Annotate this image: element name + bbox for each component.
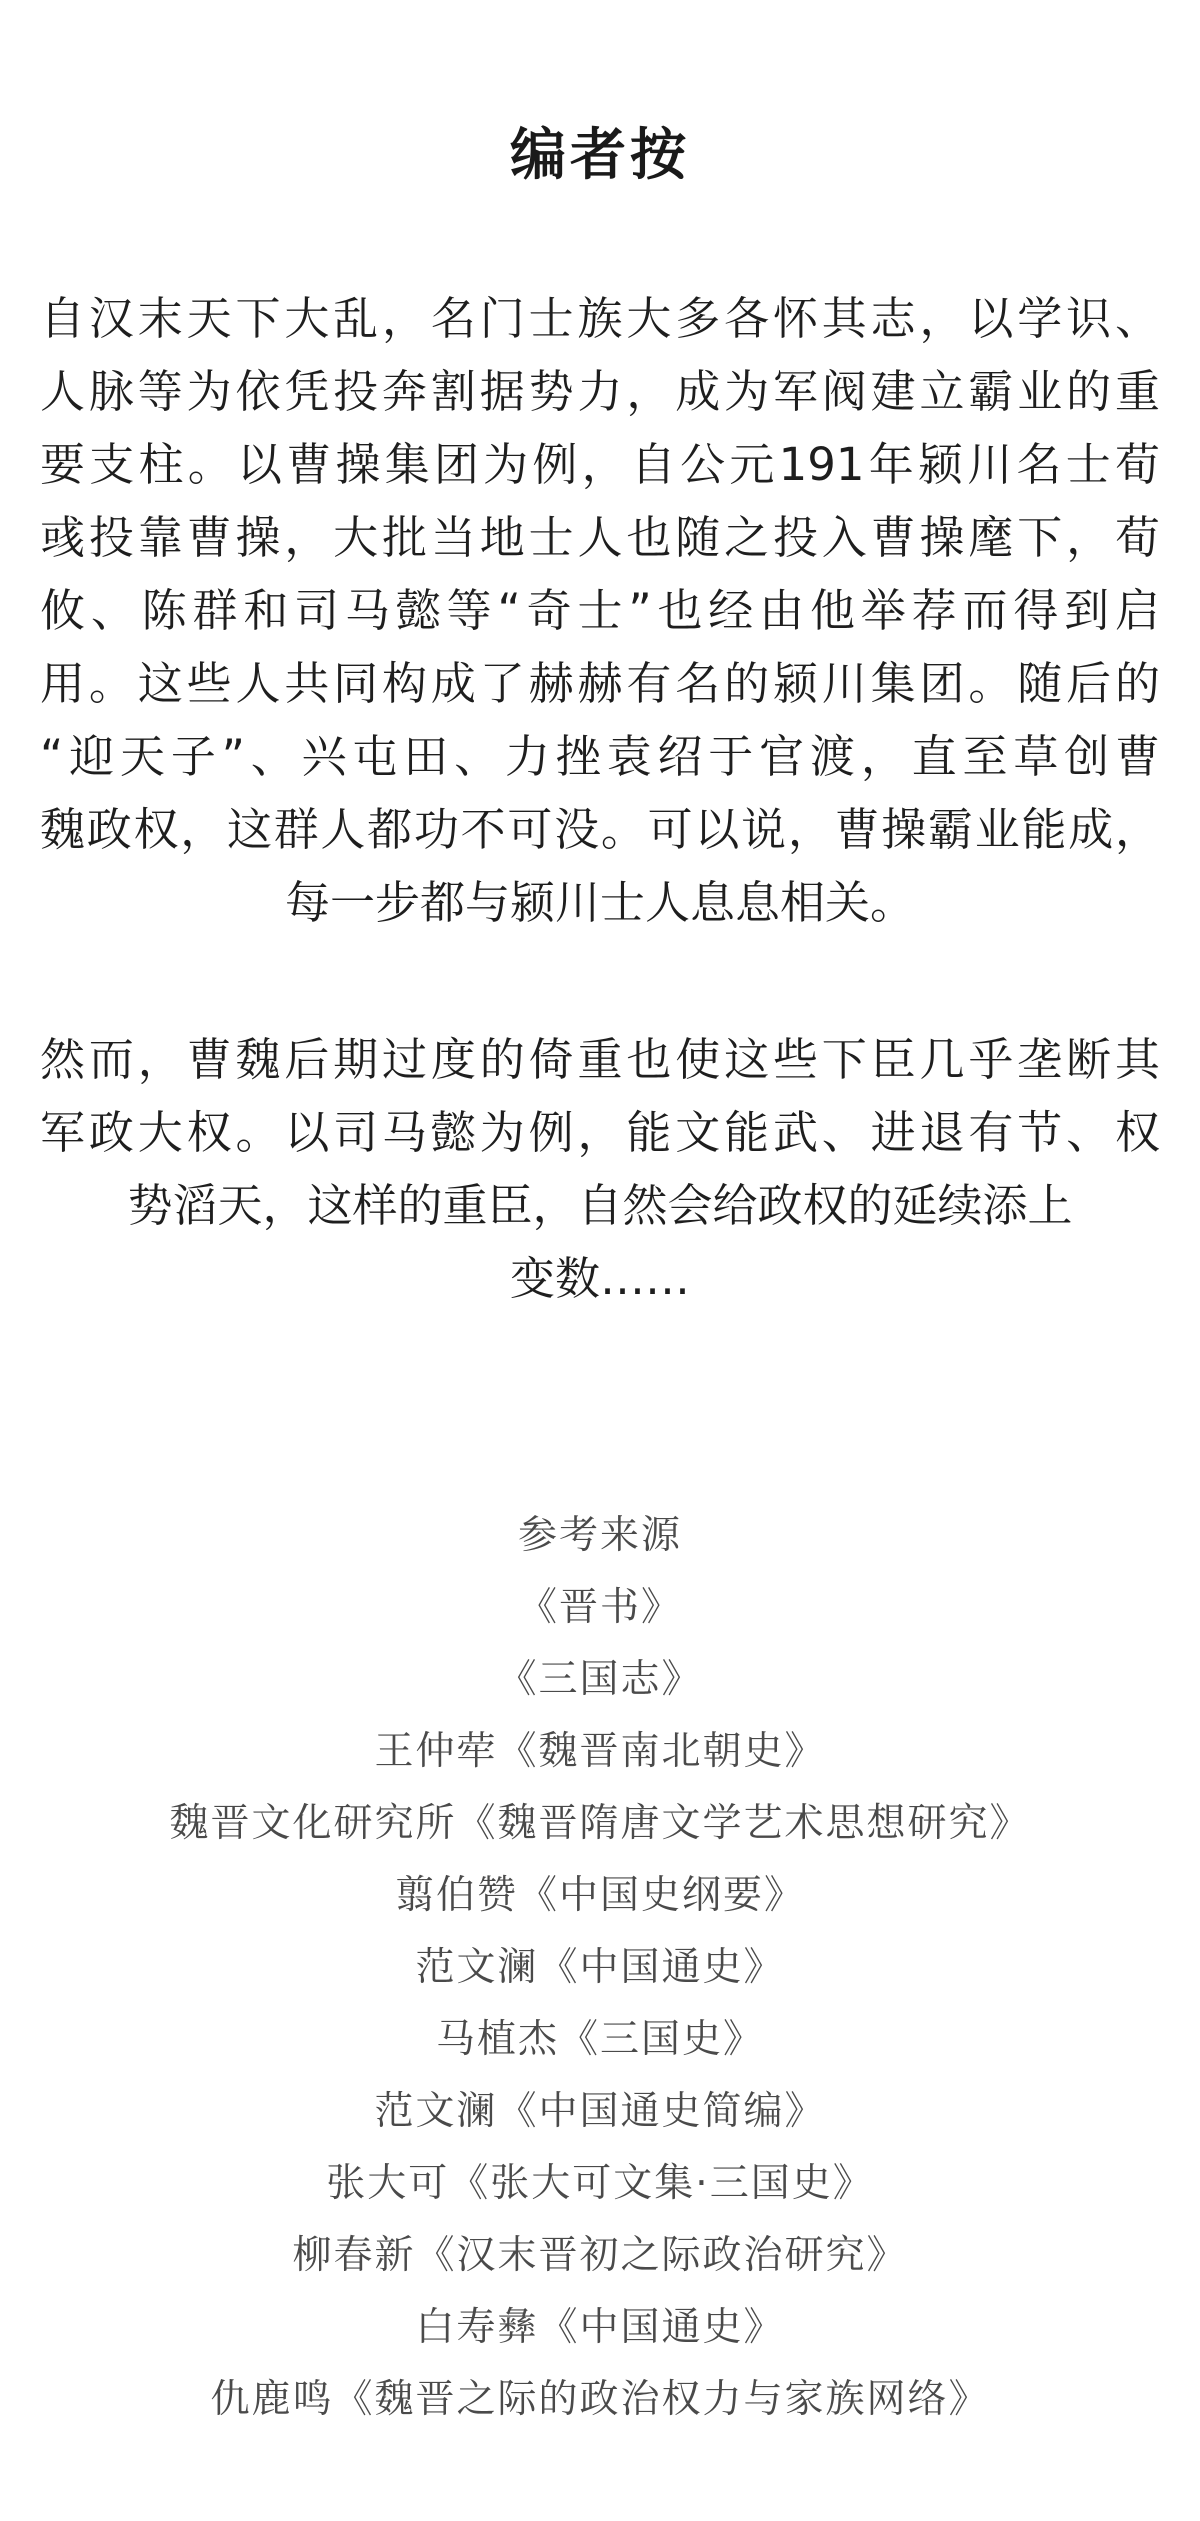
paragraph-line: 魏政权，这群人都功不可没。可以说，曹操霸业能成， [40,803,1160,856]
paragraph-line: 攸、陈群和司马懿等“奇士”也经由他举荐而得到启 [40,584,1160,637]
paragraph-line: 然而，曹魏后期过度的倚重也使这些下臣几乎垄断其 [40,1033,1160,1086]
paragraph-line: 每一步都与颍川士人息息相关。 [284,876,915,929]
reference-item: 仇鹿鸣《魏晋之际的政治权力与家族网络》 [210,2377,990,2422]
reference-item: 张大可《张大可文集·三国史》 [326,2161,874,2206]
reference-item: 《晋书》 [517,1585,682,1630]
paragraph-line: 变数…… [509,1252,690,1305]
reference-item: 柳春新《汉末晋初之际政治研究》 [292,2233,908,2278]
reference-item: 白寿彝《中国通史》 [415,2305,785,2350]
paragraph-line: “迎天子”、兴屯田、力挫袁绍于官渡，直至草创曹 [40,730,1160,783]
paragraph-line: 用。这些人共同构成了赫赫有名的颍川集团。随后的 [40,657,1160,710]
references-heading: 参考来源 [517,1513,682,1558]
reference-item: 翦伯赞《中国史纲要》 [394,1873,805,1918]
paragraph-line: 彧投靠曹操，大批当地士人也随之投入曹操麾下，荀 [40,511,1160,564]
reference-item: 范文澜《中国通史》 [415,1945,785,1990]
editor-note-paragraph-2 [40,1023,1160,1315]
reference-item: 王仲荦《魏晋南北朝史》 [374,1729,826,1774]
reference-item: 马植杰《三国史》 [435,2017,764,2062]
editor-note-paragraph-1 [40,282,1160,939]
paragraph-line: 人脉等为依凭投奔割据势力，成为军阀建立霸业的重 [40,365,1160,418]
reference-item: 《三国志》 [497,1657,703,1702]
reference-item: 魏晋文化研究所《魏晋隋唐文学艺术思想研究》 [169,1801,1031,1846]
paragraph-line: 军政大权。以司马懿为例，能文能武、进退有节、权 [40,1106,1160,1159]
references-section [0,1500,1200,2436]
reference-item: 范文澜《中国通史简编》 [374,2089,826,2134]
paragraph-line: 自汉末天下大乱，名门士族大多各怀其志，以学识、 [40,292,1160,345]
paragraph-line: 势滔天，这样的重臣，自然会给政权的延续添上 [127,1179,1073,1232]
paragraph-line: 要支柱。以曹操集团为例，自公元191年颍川名士荀 [40,438,1160,491]
page-title: 编者按 [510,123,690,188]
